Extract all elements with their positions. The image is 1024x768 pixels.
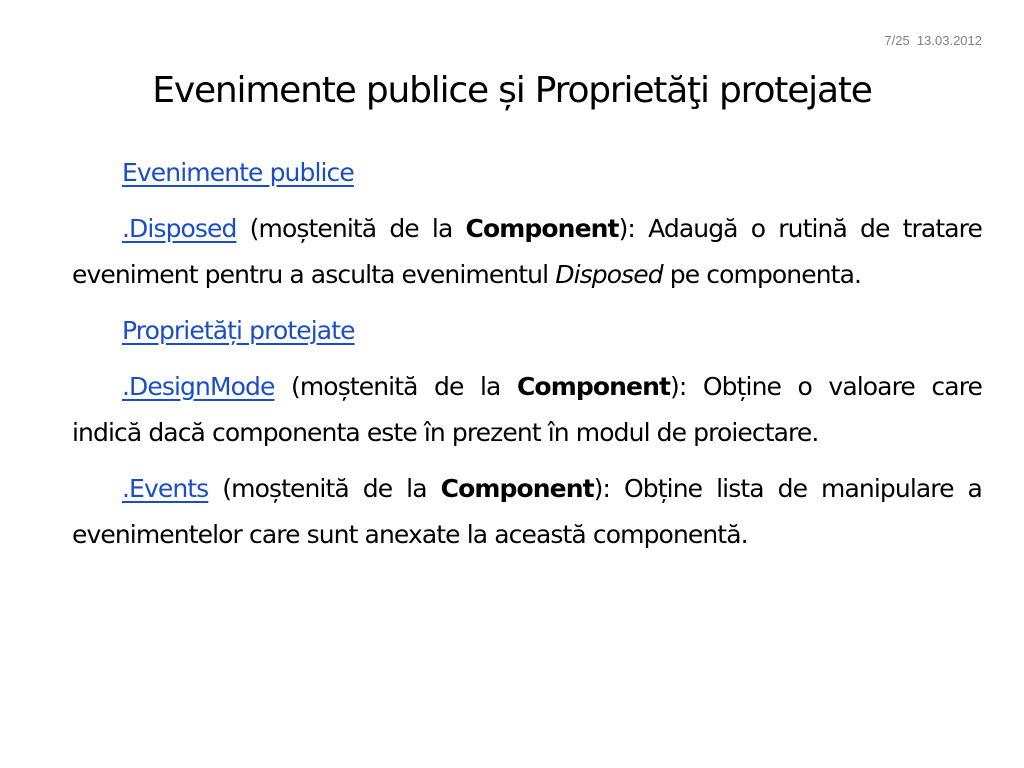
events-text-1: (moștenită de la [208, 474, 441, 503]
disposed-text-1: (moștenită de la [236, 214, 466, 243]
disposed-italic: Disposed [555, 260, 663, 289]
slide-content [72, 150, 982, 568]
properties-section-heading [72, 308, 982, 354]
events-link[interactable]: .Events [122, 474, 209, 503]
disposed-component-bold: Component [465, 214, 619, 243]
designmode-text-1: (moștenită de la [274, 372, 517, 401]
designmode-link[interactable]: .DesignMode [122, 372, 275, 401]
properties-heading-link[interactable]: Proprietăți protejate [122, 316, 355, 345]
designmode-paragraph [72, 364, 982, 456]
designmode-component-bold: Component [516, 372, 671, 401]
slide-title: Evenimente publice și Proprietăţi protejate [152, 70, 872, 111]
designmode-text-2: ): Obține o valoare care indică dacă componenta este în prezent în modul de proiectare. [72, 372, 982, 447]
events-text-2: ): Obține lista de manipulare a evenimentelor care sunt anexate la această componentă. [72, 474, 982, 549]
events-paragraph [72, 466, 982, 558]
slide-date: 13.03.2012 [916, 33, 982, 48]
events-section-heading [72, 150, 982, 196]
disposed-paragraph [72, 206, 982, 298]
disposed-text-2: ): Adaugă o rutină de tratare eveniment pentru a asculta evenimentul [72, 214, 982, 289]
disposed-link[interactable]: .Disposed [122, 214, 237, 243]
slide-meta [884, 33, 982, 48]
slide-number: 7/25 [884, 33, 910, 48]
disposed-text-3: pe componenta. [662, 260, 862, 289]
events-heading-link[interactable]: Evenimente publice [122, 158, 354, 187]
events-component-bold: Component [440, 474, 594, 503]
